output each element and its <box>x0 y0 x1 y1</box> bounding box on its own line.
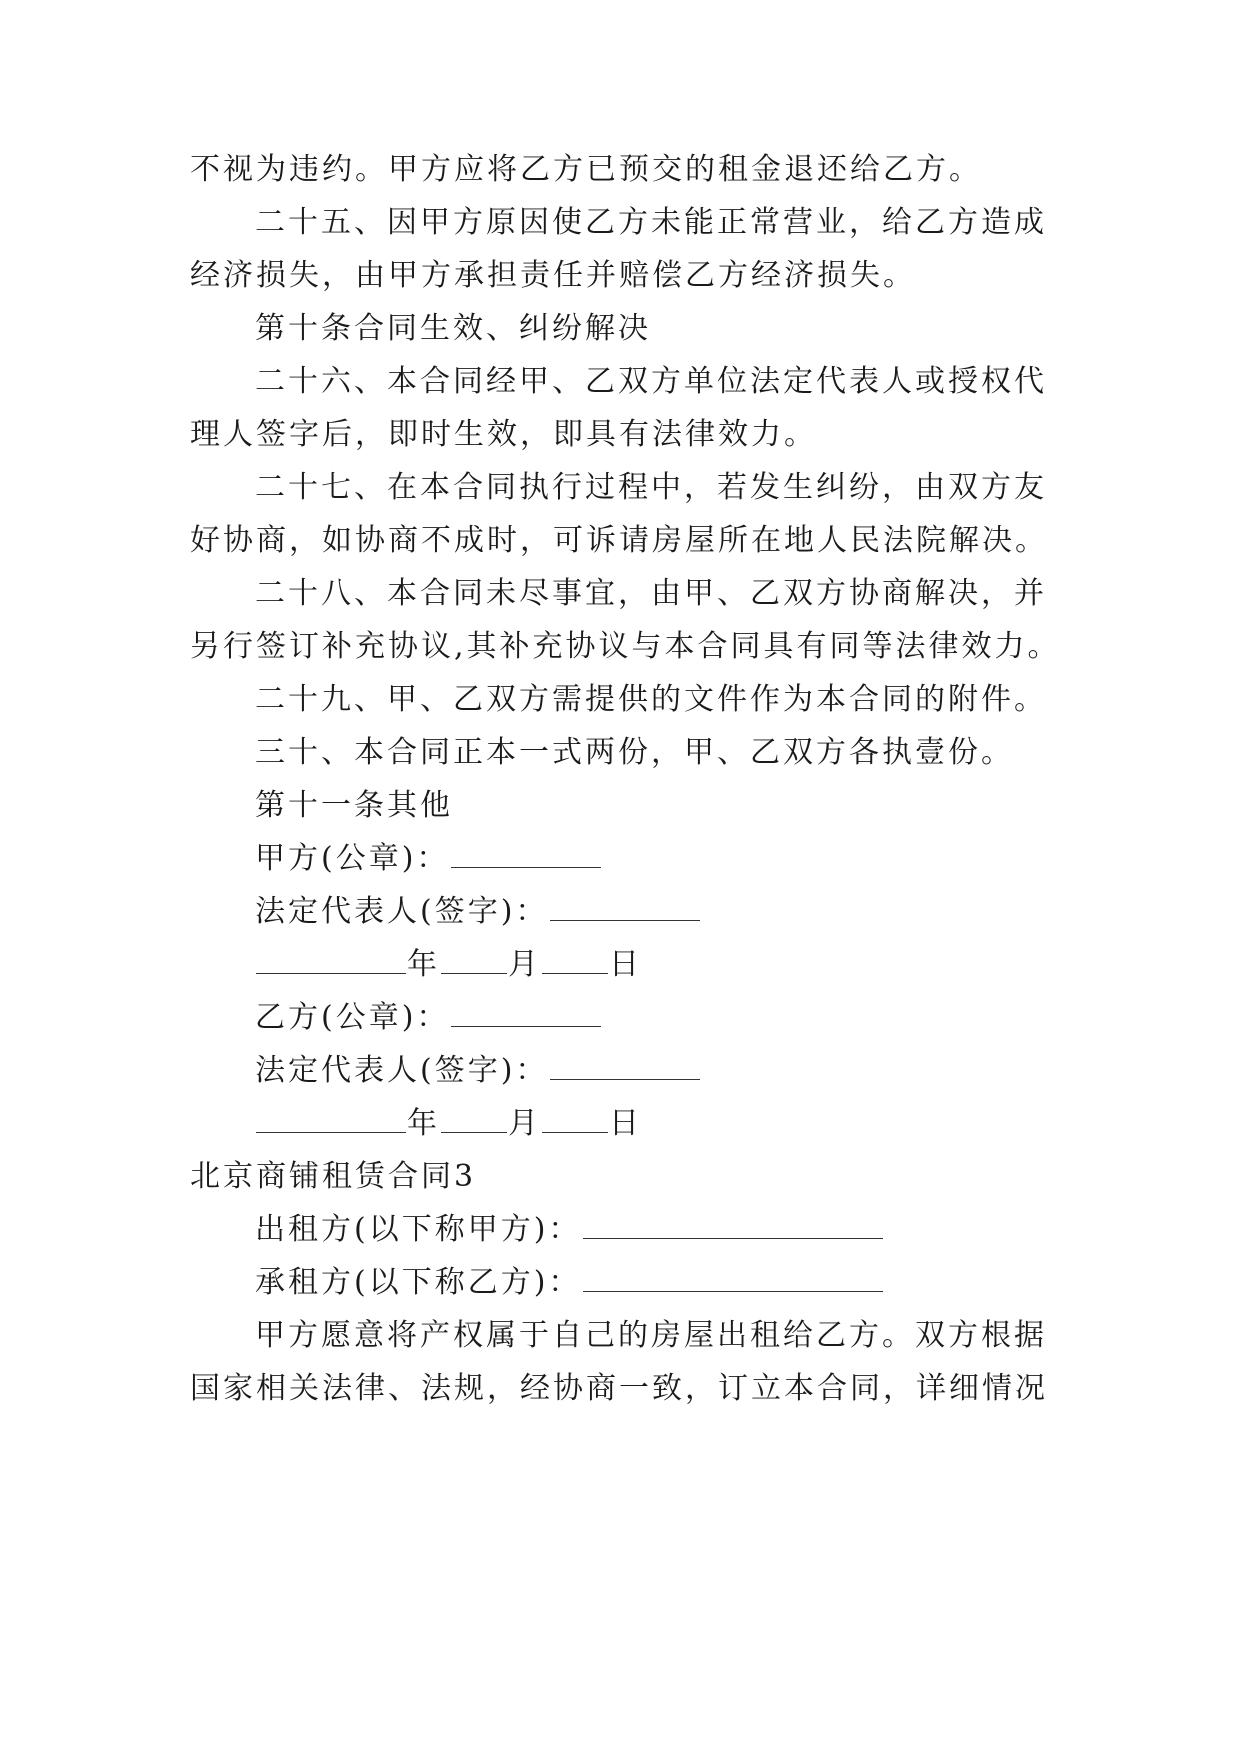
contract-3-title: 北京商铺租赁合同3 <box>190 1159 477 1194</box>
party-b-date-row <box>255 1104 642 1144</box>
clause-27-line-1: 二十七、在本合同执行过程中，若发生纠纷，由双方友 <box>255 470 1047 505</box>
month-label: 月 <box>508 1106 541 1141</box>
lessee-label: 承租方(以下称乙方)： <box>255 1265 582 1300</box>
clause-27-line-2: 好协商，如协商不成时，可诉请房屋所在地人民法院解决。 <box>190 523 1048 558</box>
day-label: 日 <box>609 947 642 982</box>
lessee-blank[interactable] <box>583 1265 883 1292</box>
party-a-day-blank[interactable] <box>542 947 608 974</box>
party-b-seal-blank[interactable] <box>451 1000 601 1027</box>
day-label: 日 <box>609 1106 642 1141</box>
article-10-heading: 第十条合同生效、纠纷解决 <box>255 311 651 346</box>
party-b-seal-row <box>255 998 603 1038</box>
clause-29: 二十九、甲、乙双方需提供的文件作为本合同的附件。 <box>255 682 1047 717</box>
intro-line-1: 甲方愿意将产权属于自己的房屋出租给乙方。双方根据 <box>255 1318 1047 1353</box>
clause-26-line-2: 理人签字后，即时生效，即具有法律效力。 <box>190 417 817 452</box>
party-b-rep-blank[interactable] <box>550 1053 700 1080</box>
party-b-seal-label: 乙方(公章)： <box>255 1000 450 1035</box>
clause-25-line-1: 二十五、因甲方原因使乙方未能正常营业，给乙方造成 <box>255 205 1047 240</box>
party-a-seal-row <box>255 839 603 879</box>
year-label: 年 <box>407 947 440 982</box>
party-b-month-blank[interactable] <box>441 1106 507 1133</box>
party-a-rep-row <box>255 892 702 932</box>
party-b-rep-label: 法定代表人(签字)： <box>255 1053 549 1088</box>
clause-28-line-2: 另行签订补充协议,其补充协议与本合同具有同等法律效力。 <box>190 629 1061 664</box>
lessor-row <box>255 1210 885 1250</box>
party-b-day-blank[interactable] <box>542 1106 608 1133</box>
party-b-rep-row <box>255 1051 702 1091</box>
clause-25-line-2: 经济损失，由甲方承担责任并赔偿乙方经济损失。 <box>190 258 916 293</box>
month-label: 月 <box>508 947 541 982</box>
clause-26-line-1: 二十六、本合同经甲、乙双方单位法定代表人或授权代 <box>255 364 1047 399</box>
party-b-year-blank[interactable] <box>256 1106 406 1133</box>
party-a-seal-label: 甲方(公章)： <box>255 841 450 876</box>
article-11-heading: 第十一条其他 <box>255 788 453 823</box>
party-a-month-blank[interactable] <box>441 947 507 974</box>
clause-28-line-1: 二十八、本合同未尽事宜，由甲、乙双方协商解决，并 <box>255 576 1047 611</box>
lessor-blank[interactable] <box>583 1212 883 1239</box>
party-a-date-row <box>255 945 642 985</box>
clause-30: 三十、本合同正本一式两份，甲、乙双方各执壹份。 <box>255 735 1014 770</box>
paragraph-line: 不视为违约。甲方应将乙方已预交的租金退还给乙方。 <box>190 152 982 187</box>
party-a-year-blank[interactable] <box>256 947 406 974</box>
party-a-rep-blank[interactable] <box>550 894 700 921</box>
party-a-seal-blank[interactable] <box>451 841 601 868</box>
lessee-row <box>255 1263 885 1303</box>
lessor-label: 出租方(以下称甲方)： <box>255 1212 582 1247</box>
year-label: 年 <box>407 1106 440 1141</box>
party-a-rep-label: 法定代表人(签字)： <box>255 894 549 929</box>
intro-line-2: 国家相关法律、法规，经协商一致，订立本合同，详细情况 <box>190 1371 1048 1406</box>
